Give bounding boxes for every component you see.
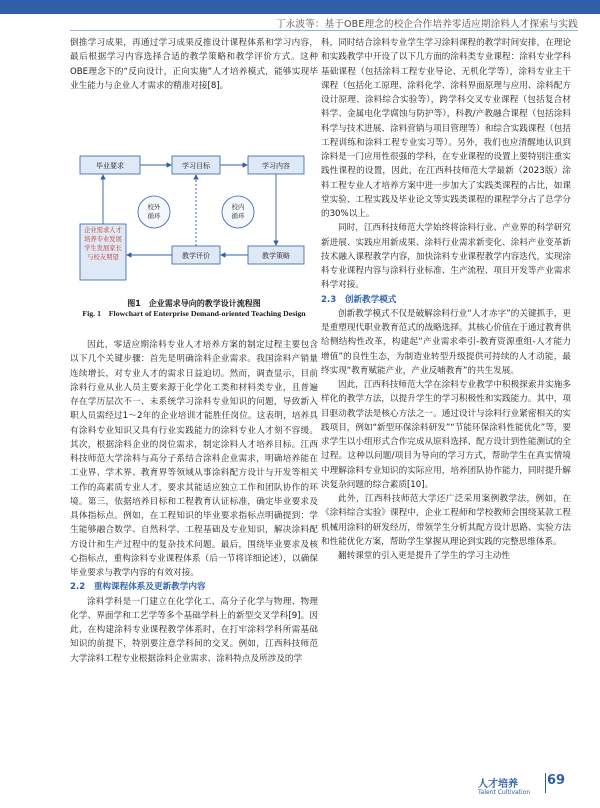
paragraph-intro-continued: 倒推学习成果，再通过学习成果反推设计课程体系和学习内容，最后根据学习内容选择合适的教学策略和教学评价方式。这种OBE理念下的“反向设计，正向实施”人才培养模式，能够实现毕业生能力与企业人才需求的精准对接[8]。 [70,38,318,91]
paragraph-steps: 因此，零适应期涂料专业人才培养方案的制定过程主要包含以下几个关键步骤：首先是明确涂料企业需求。我国涂料产销量连续增长，对专业人才的需求日益迫切。然而，调查显示，目前涂料行业从业人员主要来源于化学化工类和材料类专业，且普遍存在学历层次不一、未系统学习涂料专业知识的问题，导致新入职人员需经过1～2年的企业培训才能胜任岗位。这表明，培养具有涂料专业知识又具有行业实践能力的涂料专业人才刻不容缓。其次，根据涂料企业的岗位需求，制定涂料人才培养目标。江西科技师范大学涂料与高分子系结合涂料企业需求，明确培养能在工业界、学术界、教育界等领域从事涂料配方设计与开发等相关工作的高素质专业人才，要求其能适应独立工作和团队协作的环境。第三，依据培养目标和工程教育认证标准，确定毕业要求及具体指标点。例如，在工程知识的毕业要求指标点明确提到：学生能够融合数学、自然科学、工程基础及专业知识，解决涂料配方设计和生产过程中的复杂技术问题。最后，围绕毕业要求及核心指标点，重构涂料专业课程体系（后一节将详细论述），以确保毕业要求与教学内容的有效对接。 [70,340,318,578]
figure-caption-en: Fig. 1 Flowchart of Enterprise Demand-oriented Teaching Design [82,309,306,318]
outer-loop-label: 校外 [147,203,161,211]
svg-text:循环: 循环 [147,212,161,220]
node-strategy-label: 教学策略 [262,252,290,260]
paragraph-flipped-classroom: 翻转课堂的引入更是提升了学生的学习主动性 [338,551,510,561]
node-grad-req-label: 毕业要求 [96,162,124,170]
journal-section-name-en: Talent Cultivation [478,789,531,796]
svg-text:循环: 循环 [231,212,245,220]
journal-section-name: 人才培养 [478,779,518,790]
running-title: 丁永波等：基于OBE理念的校企合作培养零适应期涂料人才探索与实践 [276,19,578,30]
paragraph-case-teaching: 此外，江西科技师范大学还广泛采用案例教学法，例如，在《涂料综合实验》课程中，企业工程师和学校教师会围绕某款工程机械用涂料的研发经历，带领学生分析其配方设计思路、实验方法和性能优化方案，帮助学生掌握从理论到实践的完整思维体系。 [321,494,571,547]
page-number: 69 [547,773,566,788]
section-heading-2-3: 2.3 创新教学模式 [321,294,397,305]
node-content-label: 学习内容 [262,162,290,170]
right-column [321,36,571,563]
section-heading-2-2: 2.2 重构课程体系及更新教学内容 [70,582,206,593]
figure-caption-cn: 图1 企业需求导向的教学设计流程图 [127,299,261,308]
paragraph-project-driven: 因此，江西科技师范大学在涂料专业教学中积极探索并实施多样化的教学方法，以提升学生的学习积极性和实践能力。其中，项目驱动教学法是核心方法之一。通过设计与涂料行业紧密相关的实践项目，例如“新型环保涂料研发”“节能环保涂料性能优化”等，要求学生以小组形式合作完成从原料选择、配方设计到性能测试的全过程。这种以问题/项目为导向的学习方式，帮助学生在真实情境中理解涂料专业知识的实际应用，培养团队协作能力，同时提升解决复杂问题的综合素质[10]。 [321,380,571,490]
header-color-bar [0,0,600,14]
figure-flowchart [76,146,316,296]
left-column-top [70,36,318,93]
left-column-body [70,338,318,666]
node-enterprise-label: 企业需求人才培养专业发展学生发展家长与校友期望 [84,227,122,261]
paragraph-innovation: 创新教学模式不仅是破解涂料行业“人才赤字”的关键抓手，更是重塑现代职业教育范式的战略选择。其核心价值在于通过教育供给侧结构性改革，构建起“产业需求牵引-教育资源重组-人才能力增值”的良性生态，为制造业转型升级提供可持续的人才动能，最终实现“教育赋能产业，产业反哺教育”的共生发展。 [321,308,571,376]
node-evaluation-label: 教学评价 [182,252,210,260]
node-objectives-label: 学习目标 [182,162,210,170]
inner-loop-label: 校内 [231,203,245,211]
footer-divider [545,773,546,793]
paragraph-curriculum: 涂料学科是一门建立在化学化工、高分子化学与物理、物理化学、界面学和工艺学等多个基础学科上的新型交叉学科[9]。因此，在构建涂料专业课程教学体系时，在打牢涂料学科所需基础知识的前提下，特别要注意学科间的交叉。例如，江西科技师范大学涂料工程专业根据涂料企业需求、涂料特点及所涉及的学 [70,596,318,664]
paragraph-courses: 科，同时结合涂料专业学生学习涂料课程的教学时间安排，在理论和实践教学中开设了以下几方面的涂料类专业课程：涂料专业学科基础课程（包括涂料工程专业导论、无机化学等），涂料专业主干课程（包括化工原理、涂料化学、涂料界面原理与应用、涂料配方设计原理、涂料综合实验等），跨学科交叉专业课程（包括复合材料学、金属电化学腐蚀与防护等），科教/产教融合课程（包括涂料科学与技术进展、涂料营销与项目管理等）和综合实践课程（包括工程训练和涂料工程专业实习等）。另外，我们也应清醒地认识到涂料是一门应用性很强的学科，在专业课程的设置上要特别注重实践性课程的设置，因此，在江西科技师范大学最新（2023版）涂料工程专业人才培养方案中进一步加大了实践类课程的占比，如课堂实验、工程实践及毕业论文等实践类课程的课程学分占了总学分的30%以上。 [321,38,571,219]
header-rule [70,30,578,31]
paragraph-industry-integration: 同时，江西科技师范大学始终将涂料行业、产业界的科学研究新进展、实践应用新成果、涂料行业需求新变化、涂料产业变革新技术融入课程教学内容，加快涂料专业课程教学内容迭代，实现涂料专业课程内容与涂料行业标准、生产流程、项目开发等产业需求科学对接。 [321,223,571,291]
